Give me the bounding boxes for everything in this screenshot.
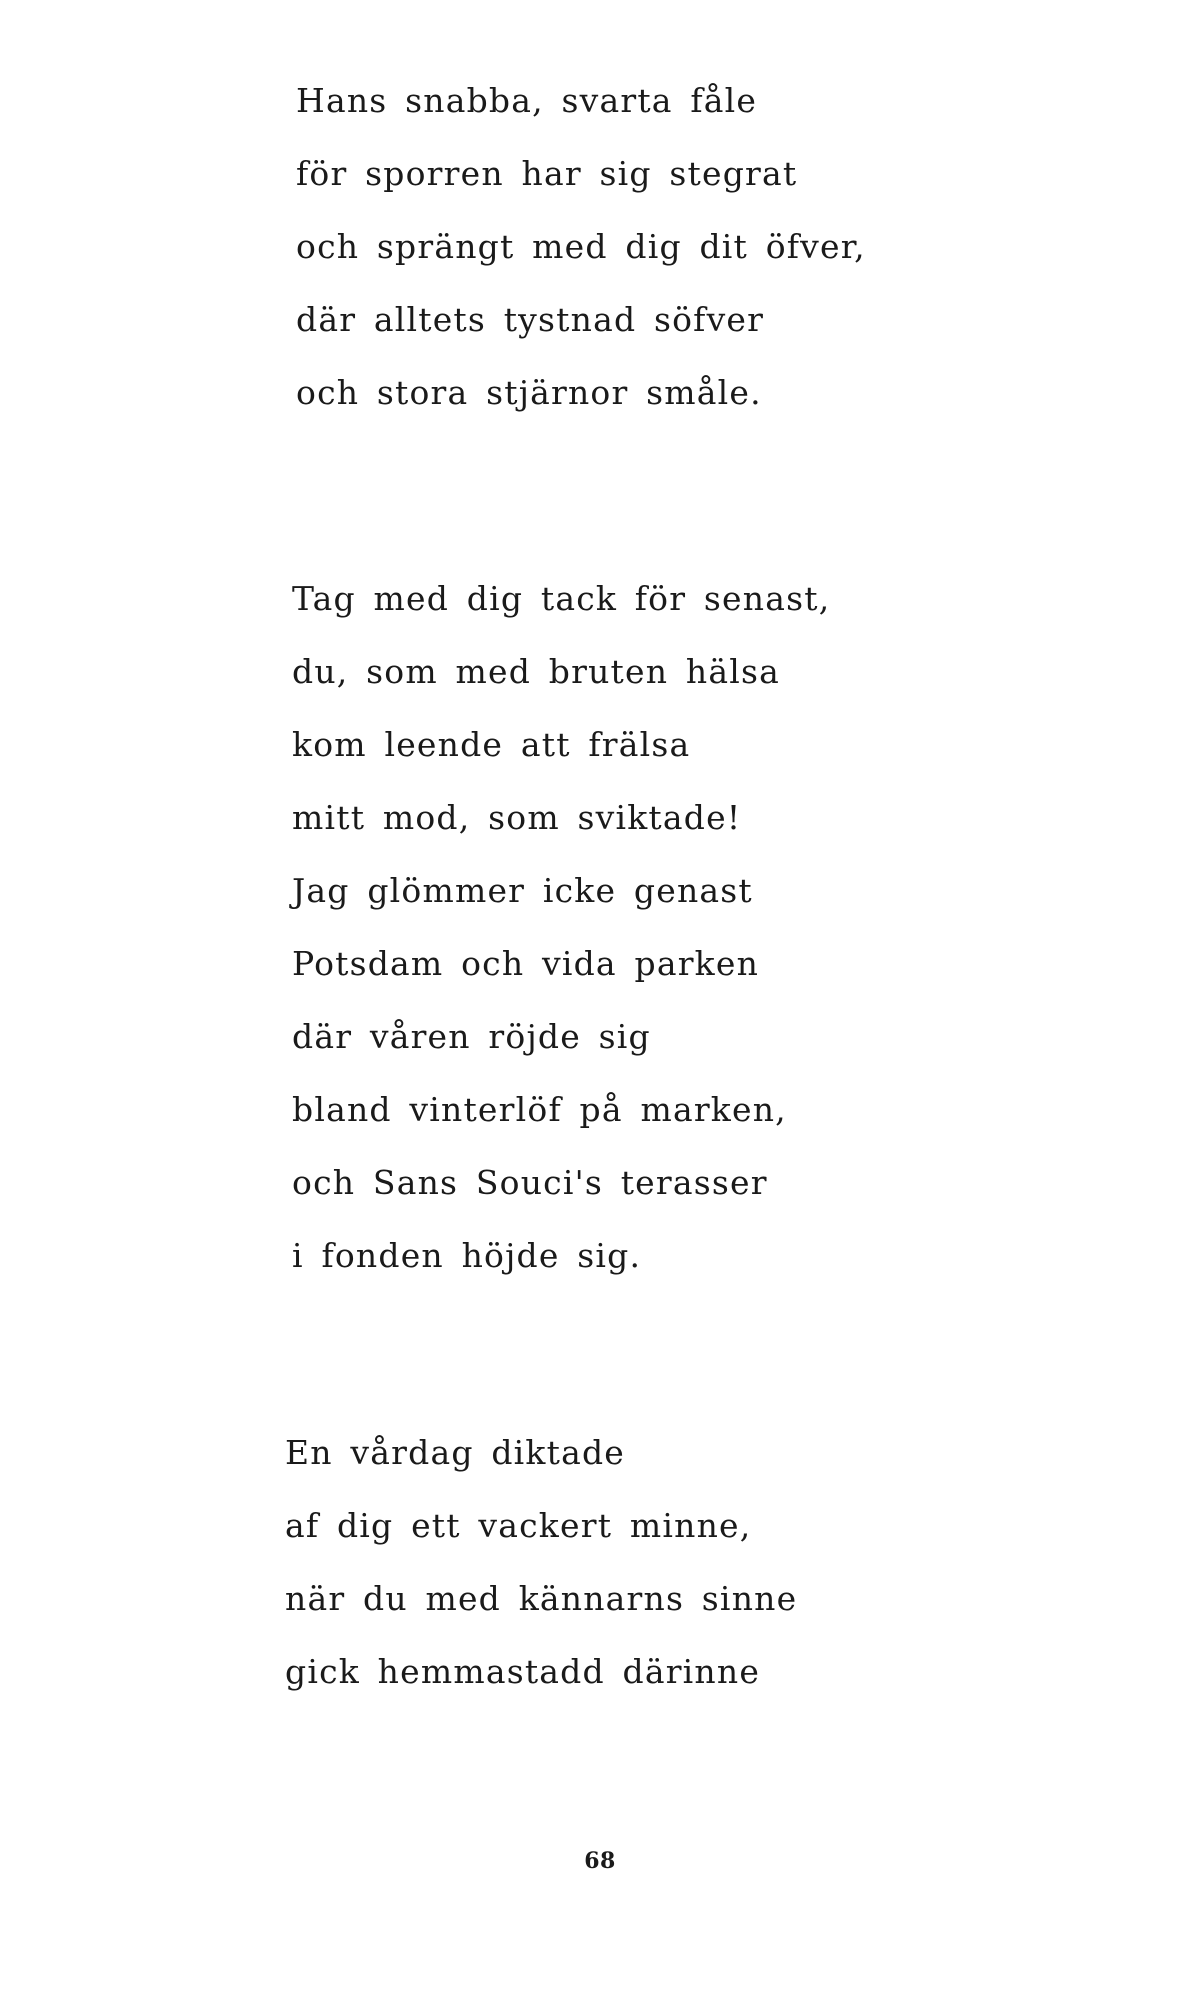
poem-line: där våren röjde sig	[292, 1017, 651, 1056]
poem-line: Tag med dig tack för senast,	[292, 579, 831, 618]
page-number: 68	[584, 1848, 616, 1874]
stanza-3	[285, 1416, 797, 1708]
poem-line: bland vinterlöf på marken,	[292, 1090, 787, 1129]
poem-line: och stora stjärnor småle.	[296, 373, 762, 412]
poem-line: när du med kännarns sinne	[285, 1579, 798, 1618]
poem-line: En vårdag diktade	[285, 1433, 626, 1472]
poem-line: och sprängt med dig dit öfver,	[296, 227, 866, 266]
poem-line: mitt mod, som sviktade!	[292, 798, 742, 837]
poem-line: för sporren har sig stegrat	[296, 154, 798, 193]
poem-line: Hans snabba, svarta fåle	[296, 81, 758, 120]
poem-line: du, som med bruten hälsa	[292, 652, 780, 691]
stanza-1	[296, 64, 866, 429]
poem-line: kom leende att frälsa	[292, 725, 691, 764]
poem-line: gick hemmastadd därinne	[285, 1652, 761, 1691]
poem-line: Jag glömmer icke genast	[292, 871, 753, 910]
poem-line: Potsdam och vida parken	[292, 944, 760, 983]
poem-line: af dig ett vackert minne,	[285, 1506, 752, 1545]
poem-line: där alltets tystnad söfver	[296, 300, 765, 339]
stanza-2	[292, 562, 830, 1292]
poem-line: och Sans Souci's terasser	[292, 1163, 768, 1202]
poem-line: i fonden höjde sig.	[292, 1236, 642, 1275]
